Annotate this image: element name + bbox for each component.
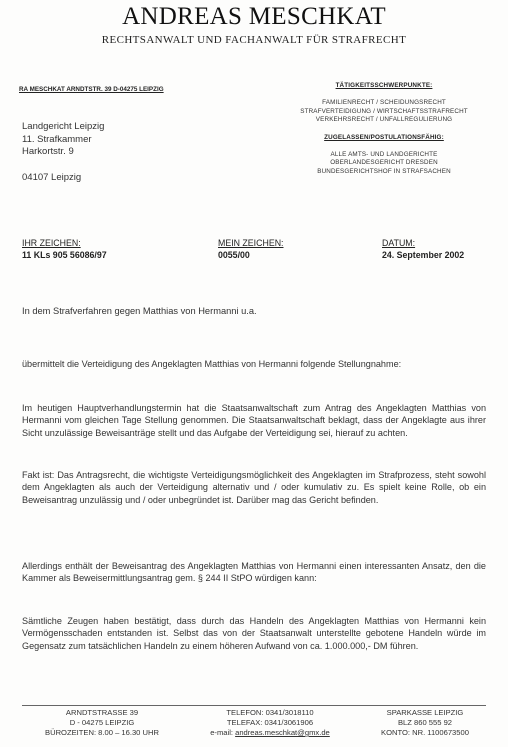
your-reference-label: IHR ZEICHEN: [22, 238, 81, 248]
footer-line: D - 04275 LEIPZIG [69, 718, 135, 727]
letterhead-name: ANDREAS MESCHKAT [122, 3, 386, 30]
body-paragraph: Im heutigen Hauptverhandlungstermin hat die Staatsanwaltschaft zum Antrag des Angeklagten Matthias von Hermanni vom gleichen Tage Stellung genommen. Die Staatsanwaltschaft beklagt, dass der Angeklagte aus ihrer Sicht unzulässige Beweisanträge stellt und das Aufgabe der Verteidigung sei, hierauf zu achten. [22, 403, 486, 438]
letterhead-subtitle: RECHTSANWALT UND FACHANWALT FÜR STRAFRECHT [101, 34, 407, 46]
recipient-address [22, 121, 104, 184]
body-paragraph: Sämtliche Zeugen haben bestätigt, dass durch das Handeln des Angeklagten Matthias von Hermanni kein Vermögensschaden entstanden ist. Selbst das von der Staatsanwalt unterstellte gebotene Handeln würde im Gegensatz zum tatsächlichen Handeln zu einem höheren Aufwand von ca. 1.000.000,- DM führen. [22, 616, 486, 651]
footer-address [22, 708, 182, 738]
footer-line: SPARKASSE LEIPZIG [386, 708, 464, 717]
focus-area-item: FAMILIENRECHT / SCHEIDUNGSRECHT [322, 99, 446, 107]
practice-info-sidebar [278, 82, 490, 176]
body-paragraph: Fakt ist: Das Antragsrecht, die wichtigste Verteidigungsmöglichkeit des Angeklagten im Strafprozess, steht sowohl dem Angeklagten als auch der Verteidigung alternativ und / oder kumulativ zu. Es spielt keine Rolle, ob ein Beweisantrag unzulässig und / oder unbegründet ist. Darüber mag das Gericht befinden. [22, 470, 486, 505]
date-label: DATUM: [382, 238, 416, 248]
footer-line: ARNDTSTRASSE 39 [65, 708, 139, 717]
date-value: 24. September 2002 [382, 249, 465, 260]
reference-mine [218, 238, 284, 261]
footer-divider [22, 705, 486, 706]
footer-contact [185, 708, 355, 738]
admission-item: OBERLANDESGERICHT DRESDEN [330, 159, 438, 167]
focus-areas-heading: TÄTIGKEITSSCHWERPUNKTE: [335, 82, 433, 89]
my-reference-value: 0055/00 [218, 249, 250, 260]
sender-return-address: RA MESCHKAT ARNDTSTR. 39 D-04275 LEIPZIG [19, 86, 164, 93]
recipient-line: Landgericht Leipzig [22, 121, 105, 132]
footer-line: BLZ 860 555 92 [397, 718, 453, 727]
footer-fax: TELEFAX: 0341/3061906 [226, 718, 314, 727]
body-paragraph: Allerdings enthält der Beweisantrag des Angeklagten Matthias von Hermanni einen interessanten Ansatz, den die Kammer als Beweisermittlungsantrag gem. § 244 II StPO würdigen kann: [22, 561, 486, 584]
email-label: e-mail: [210, 728, 236, 737]
recipient-line: Harkortstr. 9 [22, 146, 74, 157]
my-reference-label: MEIN ZEICHEN: [218, 238, 284, 248]
admission-item: BUNDESGERICHTSHOF IN STRAFSACHEN [317, 167, 451, 175]
footer-line: BÜROZEITEN: 8.00 – 16.30 UHR [45, 728, 159, 737]
recipient-line: 11. Strafkammer [22, 133, 92, 145]
admission-item: ALLE AMTS- UND LANDGERICHTE [330, 151, 438, 159]
subject-line: In dem Strafverfahren gegen Matthias von Hermanni u.a. [22, 306, 257, 316]
recipient-city: 04107 Leipzig [22, 171, 82, 183]
footer-phone: TELEFON: 0341/3018110 [226, 708, 314, 717]
footer-bank [362, 708, 488, 738]
your-reference-value: 11 KLs 905 56086/97 [22, 249, 107, 260]
focus-area-item: VERKEHRSRECHT / UNFALLREGULIERUNG [315, 116, 453, 124]
footer-email-line [185, 728, 355, 738]
reference-date [382, 238, 464, 261]
focus-area-item: STRAFVERTEIDIGUNG / WIRTSCHAFTSSTRAFRECHT [300, 107, 468, 115]
body-paragraph: übermittelt die Verteidigung des Angeklagten Matthias von Hermanni folgende Stellungnahme: [22, 359, 402, 369]
admission-heading: ZUGELASSEN/POSTULATIONSFÄHIG: [324, 133, 444, 141]
email-link[interactable]: andreas.meschkat@gmx.de [235, 728, 330, 737]
reference-your [22, 238, 107, 261]
footer-line: KONTO: NR. 1100673500 [381, 728, 469, 737]
